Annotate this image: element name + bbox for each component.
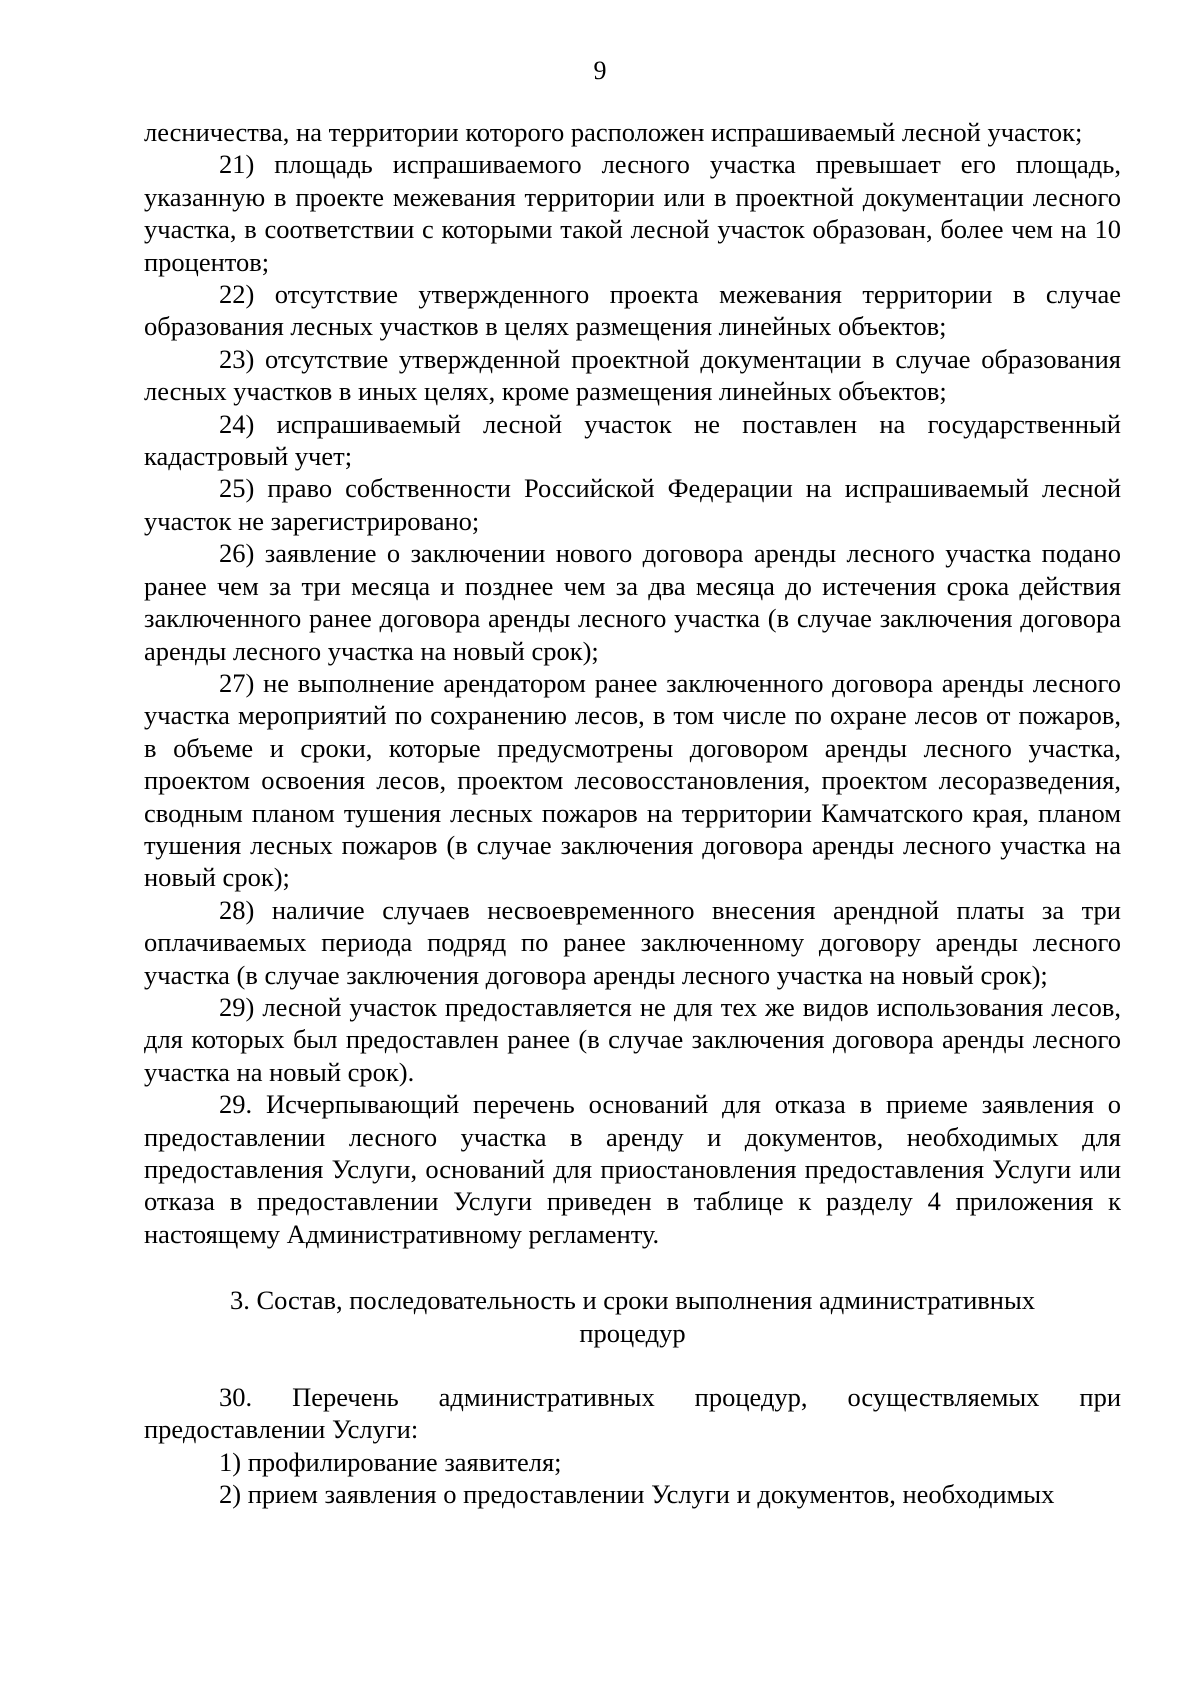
document-body xyxy=(144,116,1121,1511)
list-item-30-2: 2) прием заявления о предоставлении Услуги и документов, необходимых xyxy=(219,1479,1055,1510)
paragraph-continuation: лесничества, на территории которого расположен испрашиваемый лесной участок; xyxy=(144,117,1083,147)
list-item-25: 25) право собственности Российской Федерации на испрашиваемый лесной участок не зарегистрировано; xyxy=(144,473,1121,536)
list-item-23: 23) отсутствие утвержденной проектной документации в случае образования лесных участков в иных целях, кроме размещения линейных объектов; xyxy=(144,343,1121,407)
list-item-30-1: 1) профилирование заявителя; xyxy=(219,1446,562,1477)
list-item-21: 21) площадь испрашиваемого лесного участка превышает его площадь, указанную в проекте межевания территории или в проектной документации лесного участка, в соответствии с которыми такой лесной участок образован, более чем на 10 процентов; xyxy=(144,149,1121,277)
clause-29: 29. Исчерпывающий перечень оснований для отказа в приеме заявления о предоставлении лесного участка в аренду и документов, необходимых для предоставления Услуги, оснований для приостановления предоставления Услуги или отказа в предоставлении Услуги приведен в таблице к разделу 4 приложения к настоящему Административному регламенту. xyxy=(144,1089,1121,1249)
list-item-27: 27) не выполнение арендатором ранее заключенного договора аренды лесного участка мероприятий по сохранению лесов, в том числе по охране лесов от пожаров, в объеме и сроки, которые предусмотрены договором аренды лесного участка, проектом освоения лесов, проектом лесовосстановления, проектом лесоразведения, сводным планом тушения лесных пожаров на территории Камчатского края, планом тушения лесных пожаров (в случае заключения договора аренды лесного участка на новый срок); xyxy=(144,667,1121,893)
page-number: 9 xyxy=(593,56,607,85)
list-item-22: 22) отсутствие утвержденного проекта межевания территории в случае образования лесных участков в целях размещения линейных объектов; xyxy=(144,279,1121,342)
list-item-29: 29) лесной участок предоставляется не для тех же видов использования лесов, для которых был предоставлен ранее (в случае заключения договора аренды лесного участка на новый срок). xyxy=(144,991,1121,1087)
spacer xyxy=(144,1349,1121,1381)
clause-30: 30. Перечень административных процедур, осуществляемых при предоставлении Услуги: xyxy=(144,1382,1121,1445)
list-item-28: 28) наличие случаев несвоевременного внесения арендной платы за три оплачиваемых периода подряд по ранее заключенному договору аренды лесного участка (в случае заключения договора аренды лесного участка на новый срок); xyxy=(144,894,1121,990)
list-item-26: 26) заявление о заключении нового договора аренды лесного участка подано ранее чем за три месяца и позднее чем за два месяца до истечения срока действия заключенного ранее договора аренды лесного участка (в случае заключения договора аренды лесного участка на новый срок); xyxy=(144,538,1121,666)
section-heading: 3. Состав, последовательность и сроки выполнения административных процедур xyxy=(229,1285,1036,1348)
list-item-24: 24) испрашиваемый лесной участок не поставлен на государственный кадастровый учет; xyxy=(144,408,1121,472)
